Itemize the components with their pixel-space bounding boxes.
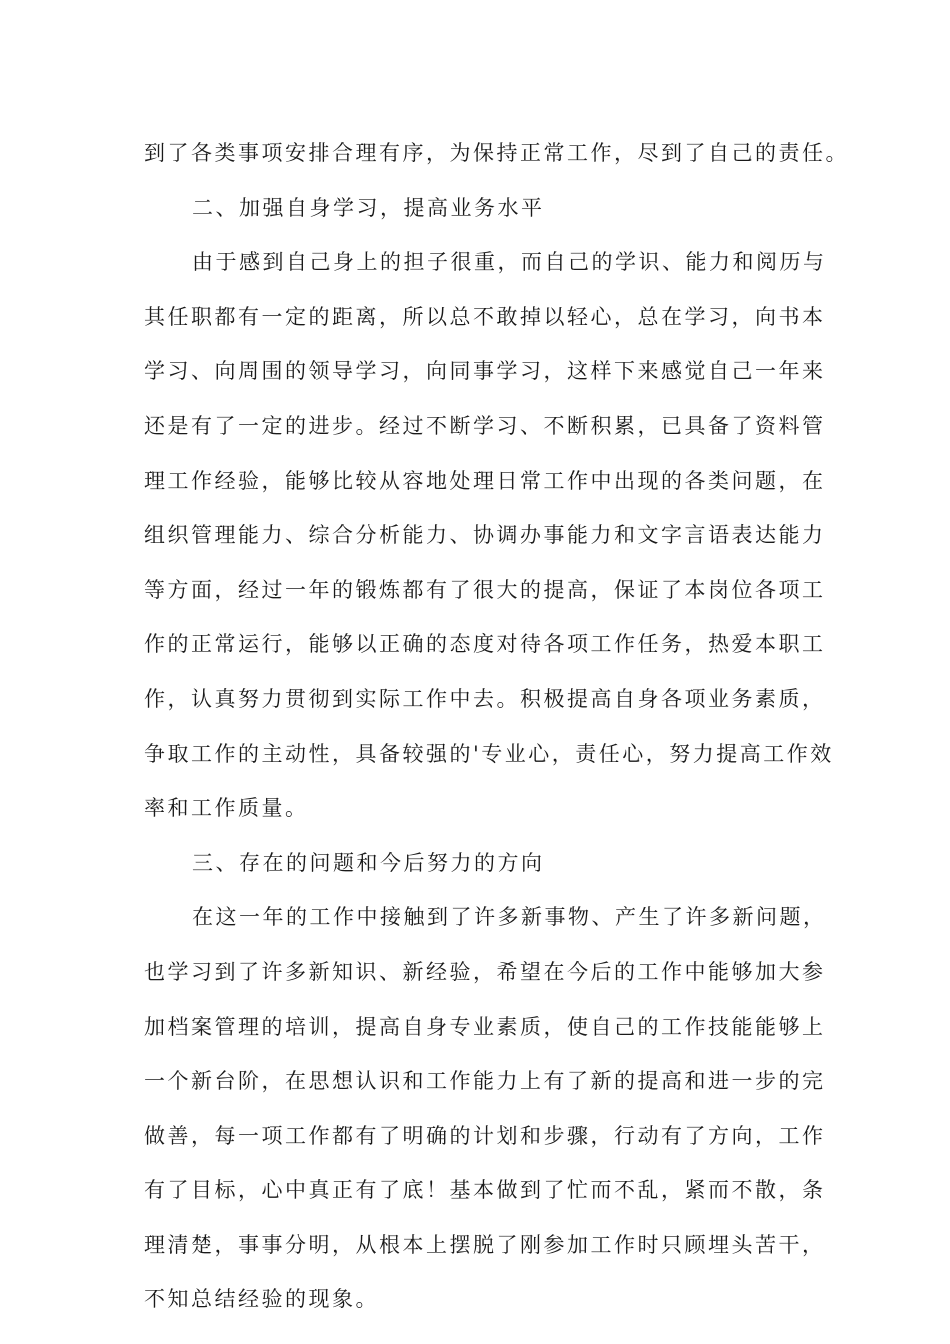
section-heading: 二、加强自身学习，提高业务水平 — [192, 195, 545, 220]
text-line: 到了各类事项安排合理有序，为保持正常工作，尽到了自己的责任。 — [144, 141, 849, 165]
text-line: 作，认真努力贯彻到实际工作中去。积极提高自身各项业务素质， — [144, 686, 826, 711]
text-line: 学习、向周围的领导学习，向同事学习，这样下来感觉自己一年来 — [144, 359, 826, 384]
section-heading: 三、存在的问题和今后努力的方向 — [192, 850, 545, 875]
text-line: 做善，每一项工作都有了明确的计划和步骤，行动有了方向，工作 — [144, 1123, 826, 1148]
text-line: 争取工作的主动性，具备较强的'专业心，责任心，努力提高工作效 — [144, 741, 834, 766]
document-body — [144, 126, 849, 1327]
text-line: 一个新台阶，在思想认识和工作能力上有了新的提高和进一步的完 — [144, 1069, 826, 1094]
text-line: 其任职都有一定的距离，所以总不敢掉以轻心，总在学习，向书本 — [144, 304, 826, 329]
text-line: 等方面，经过一年的锻炼都有了很大的提高，保证了本岗位各项工 — [144, 577, 826, 602]
text-line: 组织管理能力、综合分析能力、协调办事能力和文字言语表达能力 — [144, 523, 826, 548]
text-line: 率和工作质量。 — [144, 796, 309, 821]
text-line: 也学习到了许多新知识、新经验，希望在今后的工作中能够加大参 — [144, 959, 826, 984]
text-line: 由于感到自己身上的担子很重，而自己的学识、能力和阅历与 — [192, 250, 827, 275]
text-line: 不知总结经验的现象。 — [144, 1287, 379, 1312]
text-line: 有了目标，心中真正有了底！基本做到了忙而不乱，紧而不散，条 — [144, 1178, 826, 1203]
text-line: 加档案管理的培训，提高自身专业素质，使自己的工作技能能够上 — [144, 1014, 826, 1039]
text-line: 在这一年的工作中接触到了许多新事物、产生了许多新问题， — [192, 905, 827, 930]
text-line: 作的正常运行，能够以正确的态度对待各项工作任务，热爱本职工 — [144, 632, 826, 657]
text-line: 还是有了一定的进步。经过不断学习、不断积累，已具备了资料管 — [144, 413, 826, 438]
text-line: 理工作经验，能够比较从容地处理日常工作中出现的各类问题，在 — [144, 468, 826, 493]
text-line: 理清楚，事事分明，从根本上摆脱了刚参加工作时只顾埋头苦干， — [144, 1232, 826, 1257]
